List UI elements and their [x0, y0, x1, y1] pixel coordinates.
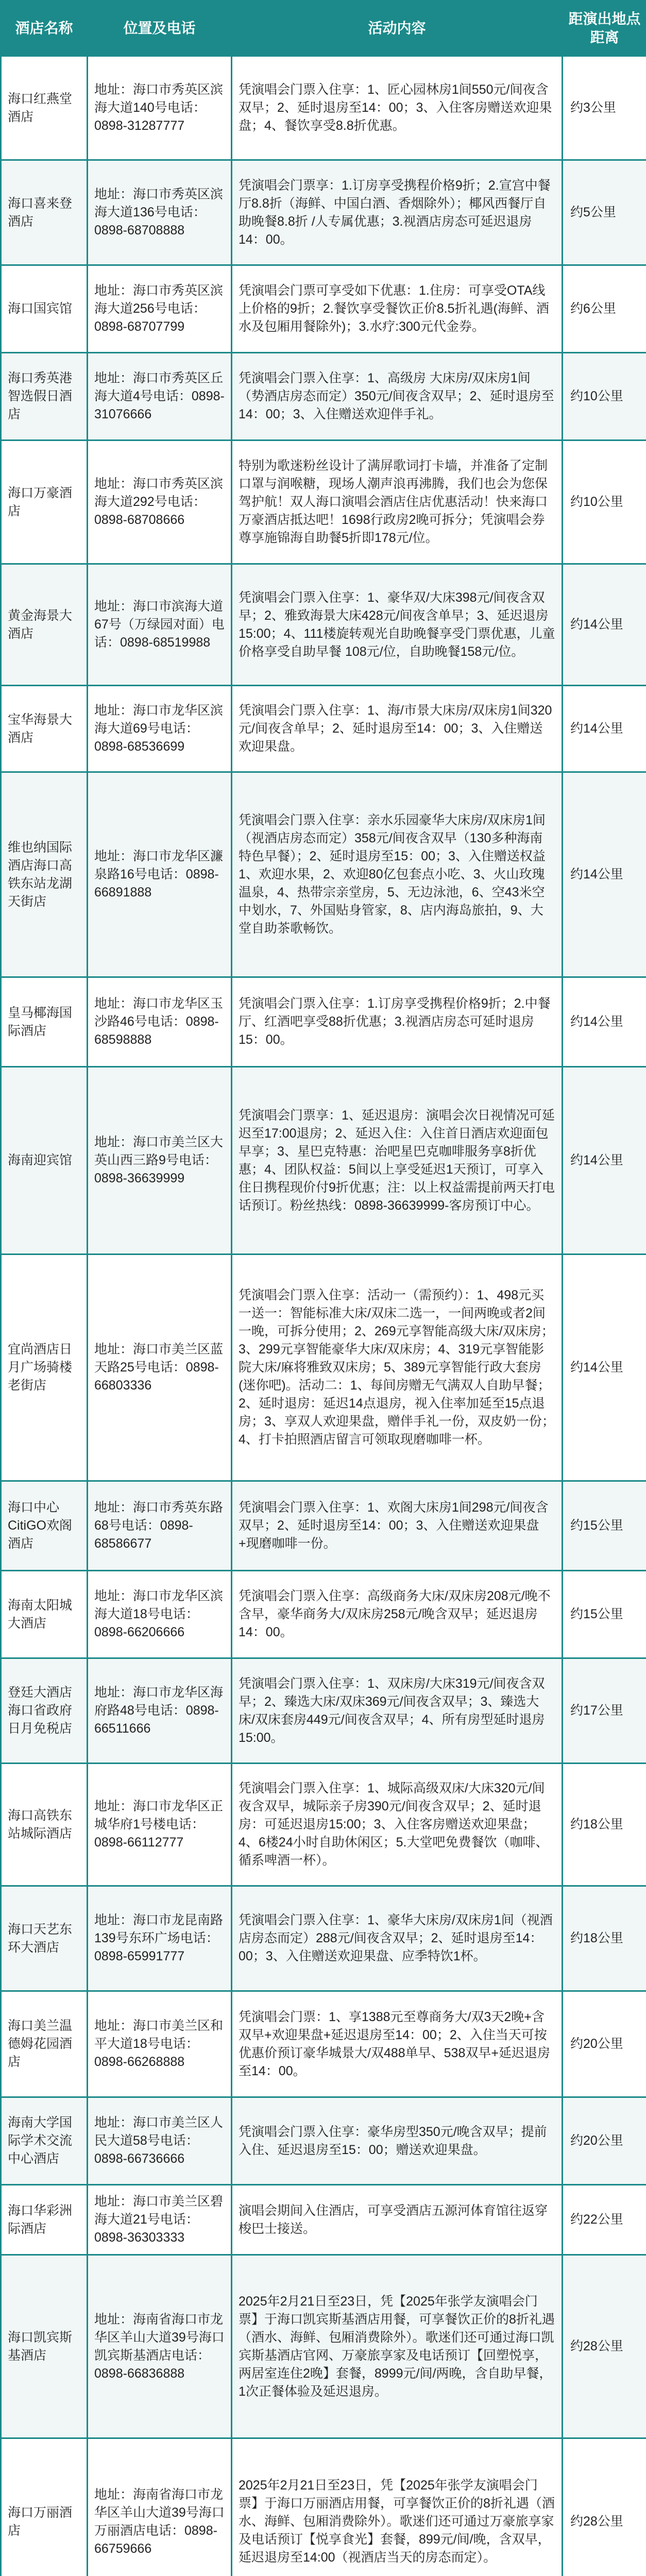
table-row [1, 2097, 646, 2185]
hotel-activity: 凭演唱会门票入住享：活动一（需预约）：1、498元买一送一：智能标准大床/双床二选一，一间两晚或者2间一晚，可拆分使用；2、269元享智能高级大床/双床房；3、299元享智能豪华大床/双床房；4、319元享智能影院大床/麻将雅致双床房；5、389元享智能行政大套房(迷你吧)。活动二：1、每间房赠无气满双人自助早餐；2、延时退房：延迟14点退房，视入住率加延至15点退房；3、享双人欢迎果盘，赠伴手礼一份，双皮奶一份；4、打卡拍照酒店留言可领取现磨咖啡一杯。 [232, 1255, 563, 1481]
header-activity: 活动内容 [232, 1, 563, 56]
hotel-distance: 约14公里 [563, 686, 646, 772]
hotel-distance: 约28公里 [563, 2438, 646, 2576]
hotel-distance: 约18公里 [563, 1886, 646, 1991]
hotel-location: 地址：海口市龙华区正城华府1号楼电话：0898-66112777 [88, 1764, 232, 1886]
table-row [1, 686, 646, 772]
hotel-name: 海口中心CitiGO欢阁酒店 [1, 1481, 88, 1571]
hotel-name: 海口万豪酒店 [1, 440, 88, 564]
hotel-distance: 约20公里 [563, 1991, 646, 2097]
hotel-activity: 凭演唱会门票入住享：1、海/市景大床房/双床房1间320元/间夜含单早；2、延时退房至14：00；3、入住赠送欢迎果盘。 [232, 686, 563, 772]
hotel-name: 海口红燕堂酒店 [1, 56, 88, 160]
hotel-name: 维也纳国际酒店海口高铁东站龙湖天街店 [1, 772, 88, 977]
table-row [1, 160, 646, 265]
hotel-location: 地址：海南省海口市龙华区羊山大道39号海口万丽酒店电话：0898-66759666 [88, 2438, 232, 2576]
table-row [1, 1658, 646, 1764]
table-row [1, 353, 646, 440]
hotel-activity: 2025年2月21日至23日，凭【2025年张学友演唱会门票】于海口万丽酒店用餐，可享餐饮正价的8折礼遇（酒水、海鲜、包厢消费除外）。歌迷们还可通过万豪旅享家及电话预订【悦享食光】套餐，899元/间/晚，含双早，延迟退房至14:00（视酒店当天的房态而定）。 [232, 2438, 563, 2576]
hotel-name: 海口万丽酒店 [1, 2438, 88, 2576]
hotel-activity: 凭演唱会门票享：1、延迟退房：演唱会次日视情况可延迟至17:00退房；2、延迟入住：入住首日酒店欢迎面包早享；3、星巴克特惠：治吧星巴克咖啡服务享8折优惠；4、团队权益：5间以上享受延迟1天预订，可享入住日携程现价付9折优惠；注：以上权益需提前两天打电话预订。粉丝热线：0898-36639999-客房预订中心。 [232, 1067, 563, 1255]
hotel-distance: 约15公里 [563, 1571, 646, 1658]
hotel-distance: 约14公里 [563, 1067, 646, 1255]
hotel-name: 海口喜来登酒店 [1, 160, 88, 265]
hotel-distance: 约14公里 [563, 977, 646, 1067]
table-row [1, 1571, 646, 1658]
hotel-location: 地址：海口市秀英东路68号电话：0898-68586677 [88, 1481, 232, 1571]
table-row [1, 2185, 646, 2255]
hotel-location: 地址：海口市秀英区滨海大道292号电话：0898-68708666 [88, 440, 232, 564]
hotel-distance: 约28公里 [563, 2255, 646, 2438]
hotel-activity: 凭演唱会门票可享受如下优惠：1.住房：可享受OTA线上价格的9折；2.餐饮享受餐饮正价8.5折礼遇(海鲜、酒水及包厢用餐除外)；3.水疗:300元代金券。 [232, 265, 563, 353]
table-row [1, 265, 646, 353]
hotel-name: 宜尚酒店日月广场骑楼老街店 [1, 1255, 88, 1481]
hotel-activity: 凭演唱会门票入住享：1、双床房/大床319元/间夜含双早；2、臻选大床/双床369元/间夜含双早；3、臻选大床/双床套房449元/间夜含双早；4、所有房型延时退房15:00。 [232, 1658, 563, 1764]
hotel-location: 地址：海口市秀英区丘海大道4号电话：0898-31076666 [88, 353, 232, 440]
hotel-distance: 约10公里 [563, 353, 646, 440]
hotel-location: 地址：海口市龙华区滨海大道69号电话：0898-68536699 [88, 686, 232, 772]
header-distance: 距演出地点距离 [563, 1, 646, 56]
table-row [1, 1764, 646, 1886]
hotel-distance: 约17公里 [563, 1658, 646, 1764]
hotel-distance: 约5公里 [563, 160, 646, 265]
hotel-name: 海口凯宾斯基酒店 [1, 2255, 88, 2438]
hotel-name: 海口国宾馆 [1, 265, 88, 353]
hotel-distance: 约22公里 [563, 2185, 646, 2255]
hotel-activity: 凭演唱会门票入住享：1、豪华双/大床398元/间夜含双早；2、雅致海景大床428元/间夜含单早；3、延迟退房15:00；4、111楼旋转观光自助晚餐享受门票优惠，儿童价格享受自助早餐 108元/位，自助晚餐158元/位。 [232, 564, 563, 686]
table-row [1, 564, 646, 686]
hotel-location: 地址：海南省海口市龙华区羊山大道39号海口凯宾斯基酒店电话：0898-66836888 [88, 2255, 232, 2438]
hotel-name: 海口美兰温德姆花园酒店 [1, 1991, 88, 2097]
table-row [1, 2255, 646, 2438]
hotel-activity: 特别为歌迷粉丝设计了满屏歌词打卡墙，并准备了定制口罩与润喉糖，现场人潮声浪再沸腾，我们也会为您保驾护航！双人海口演唱会酒店住店优惠活动！快来海口万豪酒店抵达吧！1698行政房2晚可拆分；凭演唱会券尊享施锦海自助餐5折即178元/位。 [232, 440, 563, 564]
hotel-location: 地址：海口市美兰区碧海大道21号电话：0898-36303333 [88, 2185, 232, 2255]
hotel-location: 地址：海口市龙华区玉沙路46号电话：0898-68598888 [88, 977, 232, 1067]
table-header [1, 1, 646, 56]
hotel-activity: 凭演唱会门票入住享：1、高级房 大床房/双床房1间（势酒店房态而定）350元/间夜含双早；2、延时退房至14：00；3、入住赠送欢迎伴手礼。 [232, 353, 563, 440]
hotel-location: 地址：海口市美兰区大英山西三路9号电话：0898-36639999 [88, 1067, 232, 1255]
hotel-location: 地址：海口市龙华区海府路48号电话：0898-66511666 [88, 1658, 232, 1764]
table-body [1, 56, 646, 2576]
hotel-location: 地址：海口市美兰区蓝天路25号电话：0898-66803336 [88, 1255, 232, 1481]
hotel-activity: 凭演唱会门票入住享：1、豪华大床房/双床房1间（视酒店房态而定）288元/间夜含双早；2、延时退房至14：00；3、入住赠送欢迎果盘、应季特饮1杯。 [232, 1886, 563, 1991]
hotel-name: 海南太阳城大酒店 [1, 1571, 88, 1658]
hotel-activity: 凭演唱会门票入住享：1.订房享受携程价格9折；2.中餐厅、红酒吧享受88折优惠；3.视酒店房态可延时退房15：00。 [232, 977, 563, 1067]
table-row [1, 2438, 646, 2576]
hotel-activity: 凭演唱会门票：1、享1388元至尊商务大/双3天2晚+含双早+欢迎果盘+延迟退房至14：00；2、入住当天可按优惠价预订豪华城景大/双488单早、538双早+延迟退房至14：00。 [232, 1991, 563, 2097]
hotel-name: 海南迎宾馆 [1, 1067, 88, 1255]
hotel-distance: 约14公里 [563, 772, 646, 977]
hotel-name: 皇马椰海国际酒店 [1, 977, 88, 1067]
table-row [1, 1886, 646, 1991]
hotel-activity: 凭演唱会门票入住享：高级商务大床/双床房208元/晚不含早，豪华商务大/双床房258元/晚含双早；延迟退房14：00。 [232, 1571, 563, 1658]
hotel-activity: 凭演唱会门票入住享：1、欢阁大床房1间298元/间夜含双早；2、延时退房至14：00；3、入住赠送欢迎果盘+现磨咖啡一份。 [232, 1481, 563, 1571]
hotel-distance: 约6公里 [563, 265, 646, 353]
hotel-location: 地址：海口市美兰区和平大道18号电话：0898-66268888 [88, 1991, 232, 2097]
hotel-distance: 约14公里 [563, 564, 646, 686]
hotel-name: 海口秀英港智选假日酒店 [1, 353, 88, 440]
table-row [1, 440, 646, 564]
table-row [1, 1067, 646, 1255]
hotel-activity: 2025年2月21日至23日，凭【2025年张学友演唱会门票】于海口凯宾斯基酒店用餐，可享餐饮正价的8折礼遇（酒水、海鲜、包厢消费除外）。歌迷们还可通过海口凯宾斯基酒店官网、万豪旅享家及电话预订【回塑悦享，两居室连住2晚】套餐，8999元/间/两晚，含自助早餐，1次正餐体验及延迟退房。 [232, 2255, 563, 2438]
hotel-name: 海口高铁东站城际酒店 [1, 1764, 88, 1886]
hotel-distance: 约3公里 [563, 56, 646, 160]
hotel-activity: 凭演唱会门票入住享：1、城际高级双床/大床320元/间夜含双早，城际亲子房390元/间夜含双早；2、延时退房：可延迟退房15:00；3、入住客房赠送欢迎果盘；4、6楼24小时自助休闲区；5.大堂吧免费餐饮（咖啡、循系啤酒一杯）。 [232, 1764, 563, 1886]
table-row [1, 772, 646, 977]
hotel-distance: 约14公里 [563, 1255, 646, 1481]
table-row [1, 1255, 646, 1481]
hotel-distance: 约20公里 [563, 2097, 646, 2185]
hotel-location: 地址：海口市秀英区滨海大道140号电话：0898-31287777 [88, 56, 232, 160]
hotel-name: 宝华海景大酒店 [1, 686, 88, 772]
hotel-name: 海口天艺东环大酒店 [1, 1886, 88, 1991]
table-row [1, 977, 646, 1067]
hotel-activity: 凭演唱会门票入住享：1、匠心园林房1间550元/间夜含双早；2、延时退房至14：00；3、入住客房赠送欢迎果盘；4、餐饮享受8.8折优惠。 [232, 56, 563, 160]
hotel-location: 地址：海口市秀英区滨海大道136号电话：0898-68708888 [88, 160, 232, 265]
hotel-location: 地址：海口市滨海大道67号（万绿园对面）电话：0898-68519988 [88, 564, 232, 686]
hotel-name: 黄金海景大酒店 [1, 564, 88, 686]
hotel-distance: 约18公里 [563, 1764, 646, 1886]
hotel-name: 登廷大酒店海口省政府日月免税店 [1, 1658, 88, 1764]
table-row [1, 1991, 646, 2097]
hotel-location: 地址：海口市龙华区濂泉路16号电话：0898-66891888 [88, 772, 232, 977]
hotel-location: 地址：海口市美兰区人民大道58号电话：0898-66736666 [88, 2097, 232, 2185]
hotel-name: 海南大学国际学术交流中心酒店 [1, 2097, 88, 2185]
hotel-location: 地址：海口市秀英区滨海大道256号电话：0898-68707799 [88, 265, 232, 353]
hotel-location: 地址：海口市龙华区滨海大道18号电话：0898-66206666 [88, 1571, 232, 1658]
hotel-distance: 约10公里 [563, 440, 646, 564]
hotel-activity: 凭演唱会门票入住享：亲水乐园豪华大床房/双床房1间（视酒店房态而定）358元/间夜含双早（130多种海南特色早餐）；2、延时退房至15：00；3、入住赠送权益1、欢迎水果，2、欢迎80亿包套点小吃、3、火山玫瑰温泉，4、热带宗亲堂房，5、无边泳池，6、空43米空中划水，7、外国贴身管家，8、店内海岛旅拍，9、大堂自助茶歌畅饮。 [232, 772, 563, 977]
hotel-distance: 约15公里 [563, 1481, 646, 1571]
hotel-name: 海口华彩洲际酒店 [1, 2185, 88, 2255]
hotel-activity: 凭演唱会门票享：1.订房享受携程价格9折；2.宣宫中餐厅8.8折（海鲜、中国白酒、香烟除外）；椰风西餐厅自助晚餐8.8折 /人专属优惠；3.视酒店房态可延迟退房14：00。 [232, 160, 563, 265]
hotel-activity: 演唱会期间入住酒店，可享受酒店五源河体育馆往返穿梭巴士接送。 [232, 2185, 563, 2255]
hotel-activity: 凭演唱会门票入住享：豪华房型350元/晚含双早；提前入住、延迟退房至15：00；赠送欢迎果盘。 [232, 2097, 563, 2185]
table-row [1, 56, 646, 160]
header-row [1, 1, 646, 56]
table-row [1, 1481, 646, 1571]
header-hotel-name: 酒店名称 [1, 1, 88, 56]
hotel-location: 地址：海口市龙昆南路139号东环广场电话：0898-65991777 [88, 1886, 232, 1991]
header-location-phone: 位置及电话 [88, 1, 232, 56]
